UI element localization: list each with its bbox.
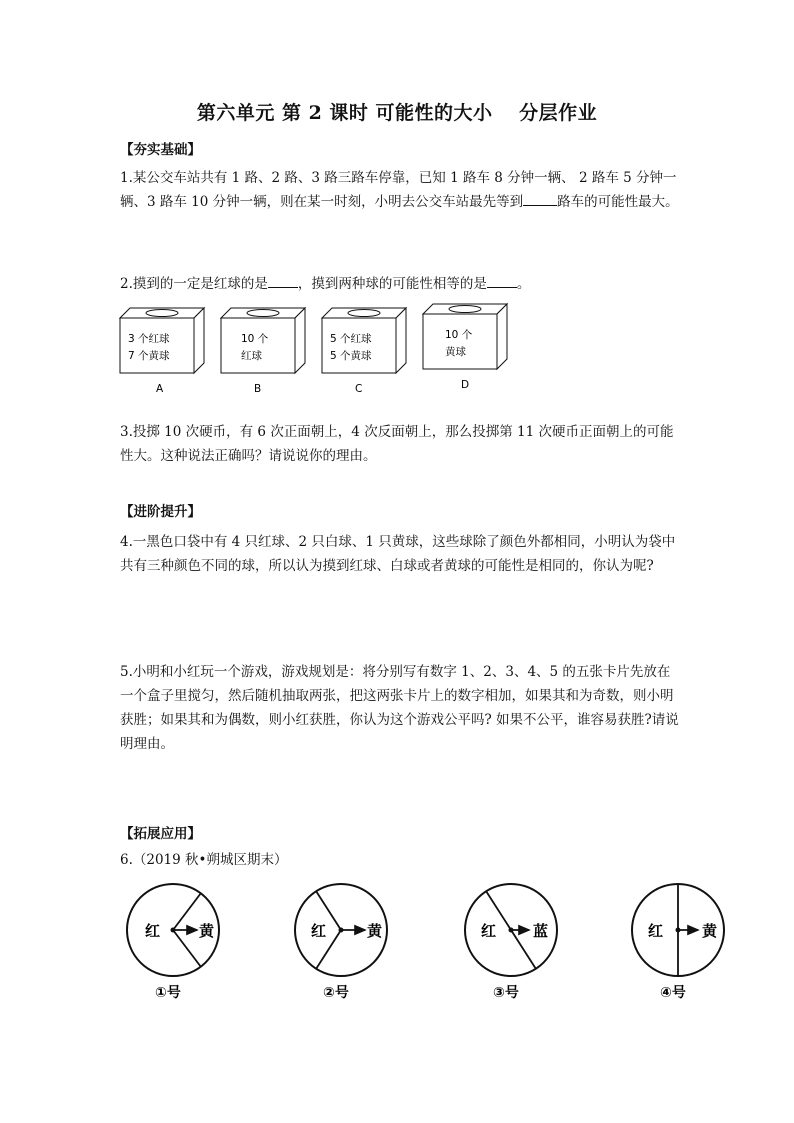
question-2-text-2: ，摸到两种球的可能性相等的是 (297, 276, 487, 292)
spinner-3 (465, 884, 557, 1001)
spinner-1-right-label: 黄 (199, 922, 215, 940)
box-d-line1: 10 个 (445, 329, 473, 341)
box-c-line2: 5 个黄球 (330, 350, 372, 362)
spinner-4-right-label: 黄 (702, 922, 718, 940)
section-heading-basic: 【夯实基础】 (120, 142, 201, 158)
spinner-2 (295, 884, 387, 1001)
spinner-3-right-label: 蓝 (533, 922, 549, 940)
section-heading-advanced: 【进阶提升】 (120, 504, 201, 520)
spinners-figure (110, 878, 760, 1003)
spinner-1-left-label: 红 (145, 922, 161, 940)
answer-blank-q2-certain[interactable] (268, 273, 298, 288)
question-1 (120, 166, 680, 214)
box-a-label: A (156, 383, 164, 395)
spinner-4-left-label: 红 (648, 922, 664, 940)
spinner-1-caption: ①号 (155, 985, 181, 1001)
box-a-line1: 3 个红球 (128, 333, 170, 345)
box-d-label: D (461, 379, 470, 391)
spinner-4-caption: ④号 (660, 985, 686, 1001)
spinner-3-left-label: 红 (481, 922, 497, 940)
spinner-2-left-label: 红 (311, 922, 327, 940)
question-5: 5.小明和小红玩一个游戏，游戏规划是：将分别写有数字 1、2、3、4、5 的五张卡片先放在一个盒子里搅匀，然后随机抽取两张，把这两张卡片上的数字相加，如果其和为奇数，则小明获胜；如果其和为偶数，则小红获胜，你认为这个游戏公平吗? 如果不公平，谁容易获胜?请说明理由。 (120, 664, 679, 752)
question-2-text-1: 2.摸到的一定是红球的是 (120, 276, 268, 292)
box-a (120, 308, 204, 395)
page-title: 第六单元 第 2 课时 可能性的大小 分层作业 (196, 102, 598, 124)
spinner-3-caption: ③号 (493, 985, 519, 1001)
answer-blank-q2-equal[interactable] (487, 273, 517, 288)
box-c-line1: 5 个红球 (330, 333, 372, 345)
box-b (221, 308, 305, 395)
box-d-line2: 黄球 (445, 346, 466, 358)
box-c-label: C (355, 383, 363, 395)
box-a-line2: 7 个黄球 (128, 350, 170, 362)
question-2 (120, 272, 680, 296)
spinner-2-caption: ②号 (323, 985, 349, 1001)
spinner-2-right-label: 黄 (367, 922, 383, 940)
spinner-1 (127, 884, 219, 1001)
box-b-line1: 10 个 (241, 333, 269, 345)
box-b-label: B (254, 383, 262, 395)
answer-blank-q1[interactable] (523, 191, 557, 206)
question-1-text-end: 路车的可能性最大。 (557, 194, 679, 210)
boxes-figure (110, 300, 510, 400)
section-heading-extension: 【拓展应用】 (120, 826, 201, 842)
question-4: 4.一黑色口袋中有 4 只红球、2 只白球、1 只黄球，这些球除了颜色外都相同，小明认为袋中共有三种颜色不同的球，所以认为摸到红球、白球或者黄球的可能性是相同的，你认为呢? (120, 534, 676, 574)
question-3: 3.投掷 10 次硬币，有 6 次正面朝上，4 次反面朝上，那么投掷第 11 次硬币正面朝上的可能性大。这种说法正确吗？请说说你的理由。 (120, 424, 674, 464)
question-1-text: 1.某公交车站共有 1 路、2 路、3 路三路车停靠，已知 1 路车 8 分钟一辆、 2 路车 5 分钟一辆、3 路车 10 分钟一辆，则在某一时刻，小明去公交车站最先等到 (120, 170, 677, 210)
box-c (322, 308, 406, 395)
question-2-text-3: 。 (516, 276, 531, 292)
spinner-4 (632, 884, 724, 1001)
box-b-line2: 红球 (241, 350, 262, 362)
question-6: 6.（2019 秋•朔城区期末） (120, 852, 288, 868)
box-d (423, 304, 507, 391)
